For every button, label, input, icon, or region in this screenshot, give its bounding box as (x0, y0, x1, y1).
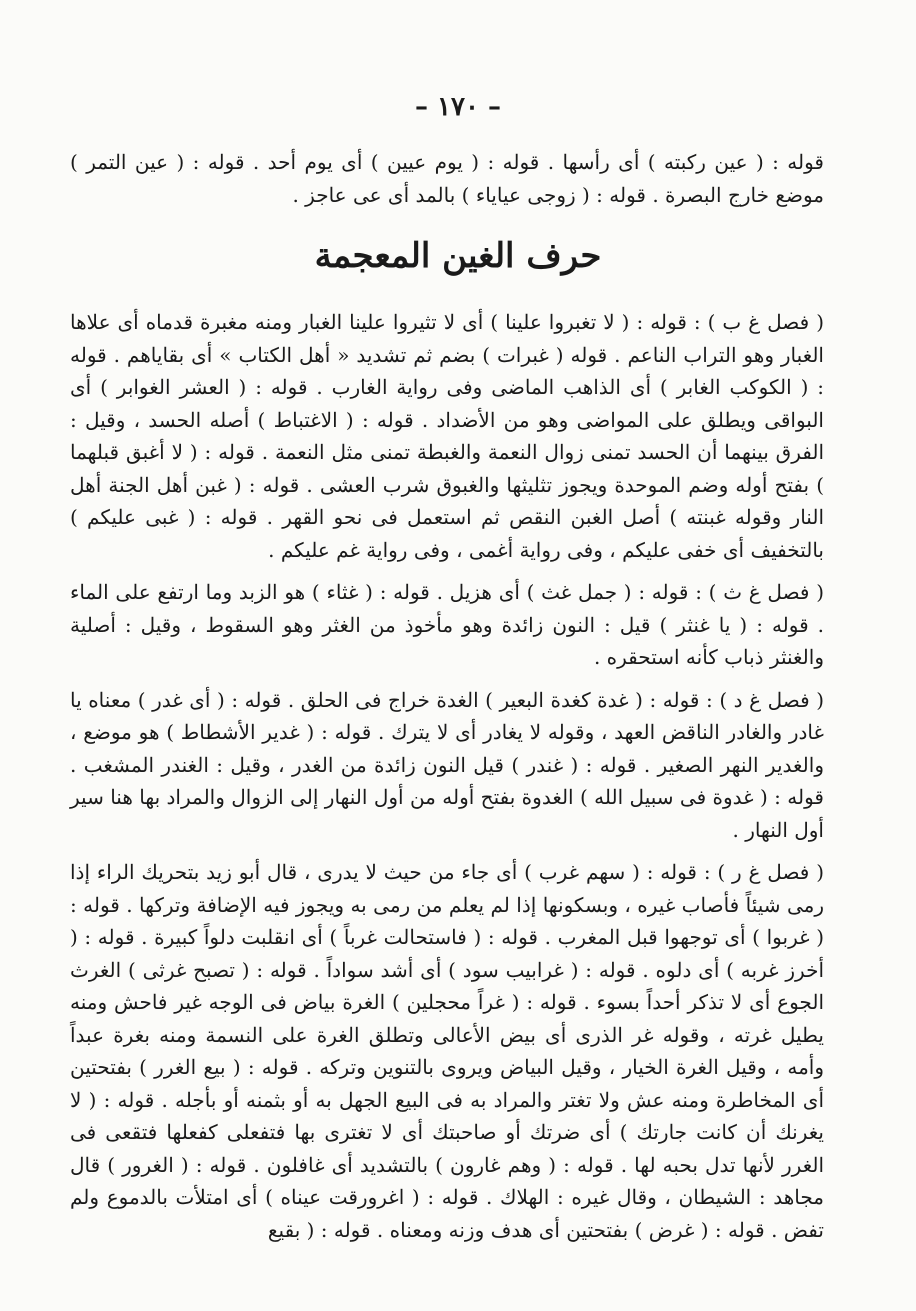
paragraph-fasl-ghayn-ra: ( فصل غ ر ) : قوله : ( سهم غرب ) أى جاء من حيث لا يدرى ، قال أبو زيد بتحريك الراء إذا رمى شيئاً فأصاب غيره ، وبسكونها إذا لم يعلم من رمى به ويجوز فيه الإضافة وتركها . قوله : ( غربوا ) أى توجهوا قبل المغرب . قوله : ( فاستحالت غرباً ) أى انقلبت دلواً كبيرة . قوله : ( أخرز غربه ) أى دلوه . قوله : ( غرابيب سود ) أى أشد سواداً . قوله : ( تصبح غرثى ) الغرث الجوع أى لا تذكر أحداً بسوء . قوله : ( غراً محجلين ) الغرة بياض فى الوجه غير فاحش ومنه يطيل غرته ، وقوله غر الذرى أى بيض الأعالى وتطلق الغرة على النسمة ومنه بغرة عبداً وأمه ، وقيل الغرة الخيار ، وقيل البياض ويروى بالتنوين وتركه . قوله : ( بيع الغرر ) بفتحتين أى المخاطرة ومنه عش ولا تغتر والمراد به فى البيع الجهل به أو بثمنه أو بأجله . قوله : ( لا يغرنك أن كانت جارتك ) أى ضرتك أو صاحبتك أى لا تغترى بها فتفعلى كفعلها فتقعى فى الغرر لأنها تدل بحبه لها . قوله : ( وهم غارون ) بالتشديد أى غافلون . قوله : ( الغرور ) قال مجاهد : الشيطان ، وقال غيره : الهلاك . قوله : ( اغرورقت عيناه ) أى امتلأت بالدموع ولم تفض . قوله : ( غرض ) بفتحتين أى هدف وزنه ومعناه . قوله : ( بقيع (70, 860, 824, 1242)
body-text (70, 306, 824, 1246)
section-heading: حرف الغين المعجمة (314, 236, 602, 276)
intro-paragraph: قوله : ( عين ركبته ) أى رأسها . قوله : ( يوم عيين ) أى يوم أحد . قوله : ( عين التمر ) موضع خارج البصرة . قوله : ( زوجى عياياء ) بالمد أى عى عاجز . (70, 150, 824, 207)
intro-paragraph-block (70, 146, 824, 211)
paragraph-fasl-ghayn-tha: ( فصل غ ث ) : قوله : ( جمل غث ) أى هزيل . قوله : ( غثاء ) هو الزبد وما ارتفع على الماء . قوله : ( يا غنثر ) قيل : النون زائدة وهو مأخوذ من الغثر وهو السقوط ، وقيل : أصلية والغنثر ذباب كأنه استحقره . (70, 580, 824, 669)
paragraph-fasl-ghayn-ba: ( فصل غ ب ) : قوله : ( لا تغبروا علينا ) أى لا تثيروا علينا الغبار ومنه مغبرة قدماه أى علاها الغبار وهو التراب الناعم . قوله ( غبرات ) بضم ثم تشديد « أهل الكتاب » أى بقاياهم . قوله : ( الكوكب الغابر ) أى الذاهب الماضى وفى رواية الغارب . قوله : ( العشر الغوابر ) أى البواقى ويطلق على المواضى وهو من الأضداد . قوله : ( الاغتباط ) أصله الحسد ، وقيل : الفرق بينهما أن الحسد تمنى زوال النعمة والغبطة تمنى مثل النعمة . قوله : ( لا أغبق قبلهما ) بفتح أوله وضم الموحدة ويجوز تثليثها والغبوق شرب العشى . قوله : ( غبن أهل الجنة أهل النار وقوله غبنته ) أصل الغبن النقص ثم استعمل فى نحو القهر . قوله : ( غبى عليكم ) بالتخفيف أى خفى عليكم ، وفى رواية أغمى ، وفى رواية غم عليكم . (70, 310, 824, 562)
paragraph-fasl-ghayn-dal: ( فصل غ د ) : قوله : ( غدة كغدة البعير ) الغدة خراج فى الحلق . قوله : ( أى غدر ) معناه يا غادر والغادر الناقض العهد ، وقوله لا يغادر أى لا يترك . قوله : ( غدير الأشطاط ) هو موضع ، والغدير النهر الصغير . قوله : ( غندر ) قيل النون زائدة من الغدر ، وقيل : الغندر المشغب . قوله : ( غدوة فى سبيل الله ) الغدوة بفتح أوله من أول النهار إلى الزوال والمراد بها هنا سير أول النهار . (70, 687, 824, 842)
page-number: – ١٧٠ – (414, 92, 502, 122)
